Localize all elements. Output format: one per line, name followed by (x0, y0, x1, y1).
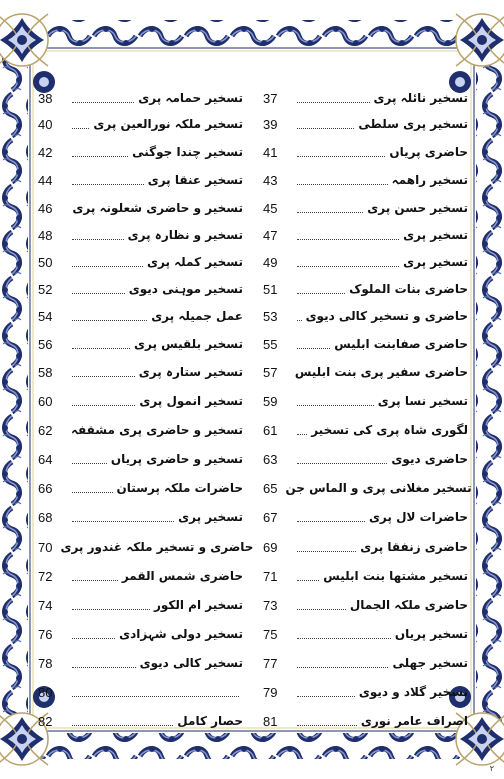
entry-title: حصار کامل (177, 714, 243, 728)
toc-row (38, 680, 468, 704)
dot-leader (72, 608, 150, 610)
dot-leader (297, 579, 319, 581)
toc-entry-right[interactable] (263, 651, 468, 675)
entry-page-number: 75 (263, 626, 278, 642)
entry-page-number: 74 (38, 597, 53, 613)
entry-title: تسخیر پری (403, 255, 468, 269)
entry-title: تسخیر کملہ پری (146, 255, 243, 269)
entry-title: حاضری و تسخیر کالی دیوی (305, 309, 468, 323)
toc-entry-left[interactable] (38, 622, 243, 646)
toc-row (38, 250, 468, 274)
entry-title: حاضرات لال پری (368, 510, 468, 524)
table-of-contents (38, 86, 472, 729)
entry-title: عمل جمیلہ پری (151, 309, 243, 323)
toc-entry-right[interactable] (263, 476, 472, 500)
dot-leader (72, 375, 135, 377)
entry-title: حاضری بنات الملوک (349, 282, 468, 296)
toc-row (38, 332, 468, 356)
toc-entry-right[interactable] (263, 360, 468, 384)
entry-title: حاضری صفابنت ابلیس (334, 337, 468, 351)
entry-title: تسخیر گلاد و دیوی (358, 685, 468, 699)
entry-title: تسخیر چندا جوگنی (132, 145, 243, 159)
toc-row (38, 622, 468, 646)
dot-leader (72, 101, 134, 103)
toc-entry-left[interactable] (38, 651, 243, 675)
entry-page-number: 41 (263, 144, 278, 160)
toc-entry-left[interactable] (38, 332, 243, 356)
entry-page-number: 66 (38, 480, 53, 496)
entry-title: تسخیر دولی شہزادی (119, 627, 243, 641)
entry-title: تسخیر مشتھا بنت ابلیس (323, 569, 468, 583)
toc-row (38, 86, 468, 110)
entry-page-number: 70 (38, 539, 53, 555)
dot-leader (297, 319, 302, 321)
entry-title: تسخیر و نظارہ پری (127, 228, 243, 242)
dot-leader (297, 433, 307, 435)
toc-entry-right[interactable] (263, 680, 468, 704)
toc-row (38, 196, 468, 220)
dot-leader (72, 127, 89, 129)
entry-title: حاضری شمس القمر (121, 569, 243, 583)
toc-entry-right[interactable] (263, 250, 468, 274)
dot-leader (297, 211, 363, 213)
toc-row (38, 593, 468, 617)
entry-page-number: 59 (263, 393, 278, 409)
entry-title: حاضری پریاں (389, 145, 468, 159)
toc-entry-left[interactable] (38, 476, 243, 500)
entry-page-number: 53 (263, 308, 278, 324)
toc-entry-right[interactable] (263, 86, 468, 110)
entry-title: حاضری ملکہ الجمال (349, 598, 468, 612)
entry-page-number: 51 (263, 281, 278, 297)
dot-leader (72, 319, 147, 321)
toc-entry-right[interactable] (263, 418, 468, 442)
entry-title: تسخیر بلقیس پری (134, 337, 243, 351)
entry-page-number: 56 (38, 336, 53, 352)
entry-page-number: 71 (263, 568, 278, 584)
entry-title: تسخیر نسا پری (377, 394, 468, 408)
entry-title: تسخیر راھمہ (391, 173, 468, 187)
toc-entry-right[interactable] (263, 223, 468, 247)
dot-leader (297, 127, 354, 129)
entry-title: تسخیر و حاضری شعلونہ پری (72, 201, 243, 215)
toc-entry-left[interactable] (38, 680, 243, 704)
entry-page-number: 68 (38, 509, 53, 525)
entry-page-number: 62 (38, 422, 53, 438)
toc-entry-left[interactable] (38, 140, 243, 164)
dot-leader (297, 101, 370, 103)
entry-title: تسخیر انمول پری (139, 394, 243, 408)
toc-entry-right[interactable] (263, 196, 468, 220)
entry-title: تسخیر پریاں (394, 627, 468, 641)
toc-entry-right[interactable] (263, 140, 468, 164)
toc-entry-right[interactable] (263, 447, 468, 471)
entry-title: تسخیر پری (178, 510, 243, 524)
dot-leader (72, 579, 118, 581)
entry-title: تسخیر جھلی (392, 656, 468, 670)
toc-row (38, 140, 468, 164)
toc-row (38, 476, 472, 500)
entry-page-number: 42 (38, 144, 53, 160)
entry-title: تسخیر نائلہ پری (373, 91, 468, 105)
toc-row (38, 651, 468, 675)
entry-page-number: 52 (38, 281, 53, 297)
toc-entry-right[interactable] (263, 304, 468, 328)
toc-entry-left[interactable] (38, 709, 243, 733)
dot-leader (297, 404, 374, 406)
entry-title: تسخیر موہنی دیوی (128, 282, 243, 296)
toc-entry-left[interactable] (38, 593, 243, 617)
dot-leader (297, 238, 399, 240)
dot-leader (297, 608, 346, 610)
toc-entry-left[interactable] (38, 304, 243, 328)
toc-row (38, 360, 468, 384)
toc-entry-right[interactable] (263, 709, 468, 733)
toc-row (38, 709, 468, 733)
toc-entry-left[interactable] (38, 86, 243, 110)
toc-row (38, 223, 468, 247)
entry-page-number: 77 (263, 655, 278, 671)
toc-row (38, 447, 468, 471)
entry-page-number: 55 (263, 336, 278, 352)
entry-page-number: 45 (263, 200, 278, 216)
entry-page-number: 39 (263, 116, 278, 132)
entry-page-number: 60 (38, 393, 53, 409)
entry-page-number: 49 (263, 254, 278, 270)
entry-title: تسخیر مغلانی پری و الماس جن (285, 481, 472, 495)
entry-title: تسخیر و حاضری پریاں (110, 452, 243, 466)
dot-leader (72, 724, 173, 726)
dot-leader (72, 347, 130, 349)
dot-leader (72, 666, 136, 668)
toc-row (38, 168, 468, 192)
toc-entry-left[interactable] (38, 168, 243, 192)
entry-page-number: 37 (263, 90, 278, 106)
dot-leader (297, 695, 355, 697)
entry-title: تسخیر حسن پری (367, 201, 468, 215)
border-right (476, 38, 502, 741)
toc-entry-left[interactable] (38, 112, 243, 136)
entry-title: حاضری دیوی (391, 452, 468, 466)
entry-title: تسخیر و حاضری پری مشقفہ (70, 423, 243, 437)
corner-ornament-icon (456, 14, 504, 66)
border-left (2, 38, 28, 741)
toc-entry-left[interactable] (38, 505, 243, 529)
toc-entry-left[interactable] (38, 418, 243, 442)
entry-title: تسخیر پری (403, 228, 468, 242)
entry-page-number: 72 (38, 568, 53, 584)
entry-page-number: 44 (38, 172, 53, 188)
entry-title: تسخیر کالی دیوی (139, 656, 243, 670)
entry-title: تسخیر ستارہ پری (138, 365, 243, 379)
toc-entry-right[interactable] (263, 622, 468, 646)
entry-page-number: 82 (38, 713, 53, 729)
entry-title: حاضری سفیر پری بنت ابلیس (294, 365, 468, 379)
toc-row (38, 277, 468, 301)
toc-entry-right[interactable] (263, 168, 468, 192)
toc-entry-right[interactable] (263, 332, 468, 356)
entry-title: حاضرات ملکہ پرستان (116, 481, 243, 495)
entry-title: تسخیر پری سلطی (358, 117, 468, 131)
entry-page-number: 38 (38, 90, 53, 106)
toc-entry-right[interactable] (263, 564, 468, 588)
entry-page-number: 48 (38, 227, 53, 243)
toc-entry-left[interactable] (38, 223, 243, 247)
dot-leader (297, 724, 357, 726)
entry-page-number: 54 (38, 308, 53, 324)
toc-entry-left[interactable] (38, 535, 254, 559)
toc-entry-right[interactable] (263, 277, 468, 301)
entry-page-number: 40 (38, 116, 53, 132)
entry-page-number: 79 (263, 684, 278, 700)
dot-leader (72, 520, 174, 522)
dot-leader (297, 155, 385, 157)
entry-page-number: 64 (38, 451, 53, 467)
entry-title: حاضری زنفقا پری (360, 540, 468, 554)
toc-entry-left[interactable] (38, 277, 243, 301)
dot-leader (72, 265, 143, 267)
entry-page-number: 65 (263, 480, 278, 496)
dot-leader (297, 462, 387, 464)
dot-leader (72, 155, 128, 157)
dot-leader (297, 520, 365, 522)
corner-ornament-icon (0, 14, 48, 66)
toc-row (38, 112, 468, 136)
dot-leader (72, 491, 113, 493)
dot-leader (72, 292, 125, 294)
entry-page-number: 78 (38, 655, 53, 671)
toc-entry-left[interactable] (38, 360, 243, 384)
entry-title: تسخیر حمامہ پری (138, 91, 243, 105)
toc-row (38, 535, 468, 559)
entry-page-number: 57 (263, 364, 278, 380)
toc-entry-right[interactable] (263, 593, 468, 617)
entry-page-number: 81 (263, 713, 278, 729)
dot-leader (297, 292, 345, 294)
dot-leader (297, 637, 391, 639)
toc-row (38, 418, 468, 442)
entry-page-number: 80 (38, 684, 53, 700)
toc-entry-right[interactable] (263, 505, 468, 529)
dot-leader (297, 550, 356, 552)
dot-leader (72, 695, 239, 697)
entry-title: تسخیر ملکہ نورالعین پری (93, 117, 243, 131)
toc-entry-left[interactable] (38, 250, 243, 274)
dot-leader (297, 265, 399, 267)
toc-row (38, 505, 468, 529)
border-bottom (38, 733, 466, 759)
toc-entry-left[interactable] (38, 564, 243, 588)
toc-row (38, 564, 468, 588)
dot-leader (72, 183, 144, 185)
entry-page-number: 76 (38, 626, 53, 642)
entry-title: لگوری شاہ پری کی تسخیر (311, 423, 468, 437)
entry-title: تسخیر ام الکور (153, 598, 243, 612)
entry-page-number: 43 (263, 172, 278, 188)
entry-page-number: 73 (263, 597, 278, 613)
dot-leader (72, 462, 107, 464)
border-top (38, 20, 466, 46)
toc-entry-left[interactable] (38, 196, 243, 220)
dot-leader (72, 238, 124, 240)
toc-entry-left[interactable] (38, 447, 243, 471)
toc-entry-right[interactable] (263, 389, 468, 413)
entry-page-number: 47 (263, 227, 278, 243)
entry-page-number: 69 (263, 539, 278, 555)
entry-page-number: 58 (38, 364, 53, 380)
dot-leader (72, 404, 135, 406)
dot-leader (297, 347, 330, 349)
toc-entry-left[interactable] (38, 389, 243, 413)
page-number: ۲ (489, 764, 494, 773)
toc-entry-right[interactable] (263, 112, 468, 136)
dot-leader (72, 637, 115, 639)
entry-page-number: 67 (263, 509, 278, 525)
entry-page-number: 61 (263, 422, 278, 438)
toc-row (38, 389, 468, 413)
entry-page-number: 50 (38, 254, 53, 270)
toc-row (38, 304, 468, 328)
dot-leader (297, 183, 388, 185)
entry-page-number: 63 (263, 451, 278, 467)
entry-title: تسخیر عنقا پری (147, 173, 243, 187)
entry-title: اصراف عامر نوری (360, 714, 468, 728)
entry-title: حاضری و تسخیر ملکہ غندور پری (60, 540, 254, 554)
toc-entry-right[interactable] (263, 535, 468, 559)
dot-leader (297, 666, 388, 668)
entry-page-number: 46 (38, 200, 53, 216)
